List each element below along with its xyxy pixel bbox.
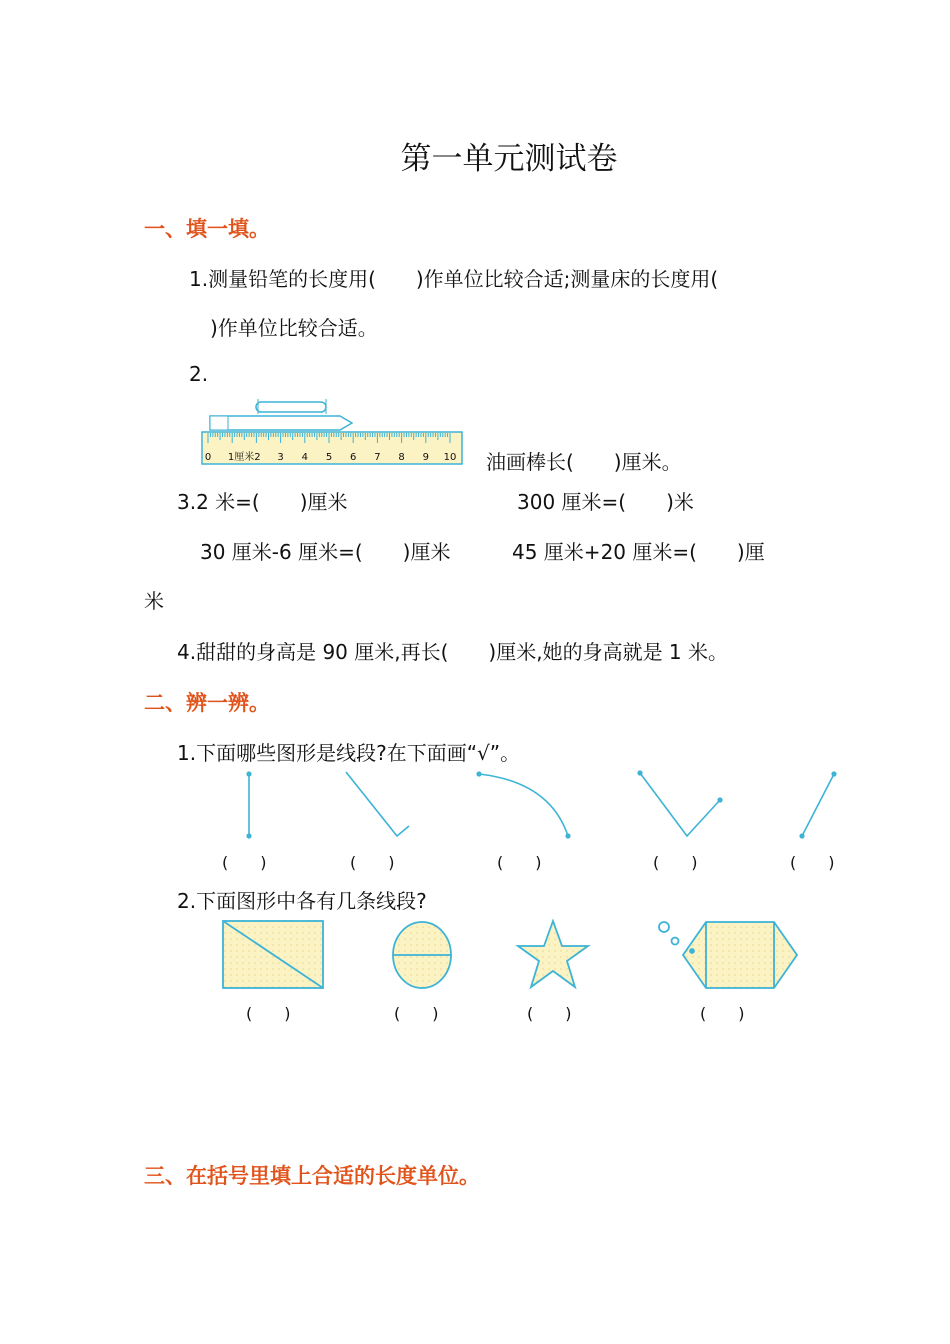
ruler-tick-label: 3	[277, 452, 284, 463]
answer-paren[interactable]: ( )	[653, 853, 698, 872]
section3-heading: 三、在括号里填上合适的长度单位。	[144, 1164, 480, 1188]
answer-paren[interactable]: ( )	[350, 853, 395, 872]
page-title: 第一单元测试卷	[400, 141, 618, 177]
section1-heading: 一、填一填。	[144, 217, 270, 241]
answer-paren[interactable]: ( )	[222, 853, 267, 872]
q3-b: 300 厘米=( )米	[517, 490, 694, 514]
star-shape	[518, 921, 588, 987]
answer-paren[interactable]: ( )	[497, 853, 542, 872]
q3-d-cont: 米	[144, 589, 164, 613]
answer-paren[interactable]: ( )	[527, 1004, 572, 1023]
q3-d: 45 厘米+20 厘米=( )厘	[512, 540, 765, 564]
ruler-tick-label: 8	[398, 452, 405, 463]
ruler-tick-label: 10	[443, 452, 457, 463]
ruler-tick-label: 1厘米2	[227, 452, 261, 463]
q1-line1: 1.测量铅笔的长度用( )作单位比较合适;测量床的长度用(	[189, 267, 719, 291]
q1-line2: )作单位比较合适。	[210, 316, 378, 340]
q4-text: 4.甜甜的身高是 90 厘米,再长( )厘米,她的身高就是 1 米。	[177, 640, 729, 664]
answer-paren[interactable]: ( )	[246, 1004, 291, 1023]
q2-text: 油画棒长( )厘米。	[486, 450, 682, 474]
s2-q1: 1.下面哪些图形是线段?在下面画“√”。	[177, 741, 521, 765]
answer-paren[interactable]: ( )	[700, 1004, 745, 1023]
ruler-tick-label: 6	[350, 452, 357, 463]
section2-heading: 二、辨一辨。	[144, 691, 270, 715]
ruler-tick-label: 4	[301, 452, 308, 463]
q2-number: 2.	[189, 362, 209, 386]
ruler-tick-label: 9	[422, 452, 429, 463]
ruler-tick-label: 5	[325, 452, 333, 463]
rectangle-shape	[223, 921, 323, 988]
ruler-tick-label: 0	[204, 452, 212, 463]
fish-shape	[659, 922, 797, 988]
answer-paren[interactable]: ( )	[394, 1004, 439, 1023]
q3-c: 30 厘米-6 厘米=( )厘米	[200, 540, 451, 564]
ruler-tick-label: 7	[374, 452, 381, 463]
s2-q2: 2.下面图形中各有几条线段?	[177, 889, 427, 913]
circle-shape	[393, 922, 451, 988]
q3-a: 3.2 米=( )厘米	[177, 490, 348, 514]
answer-paren[interactable]: ( )	[790, 853, 835, 872]
